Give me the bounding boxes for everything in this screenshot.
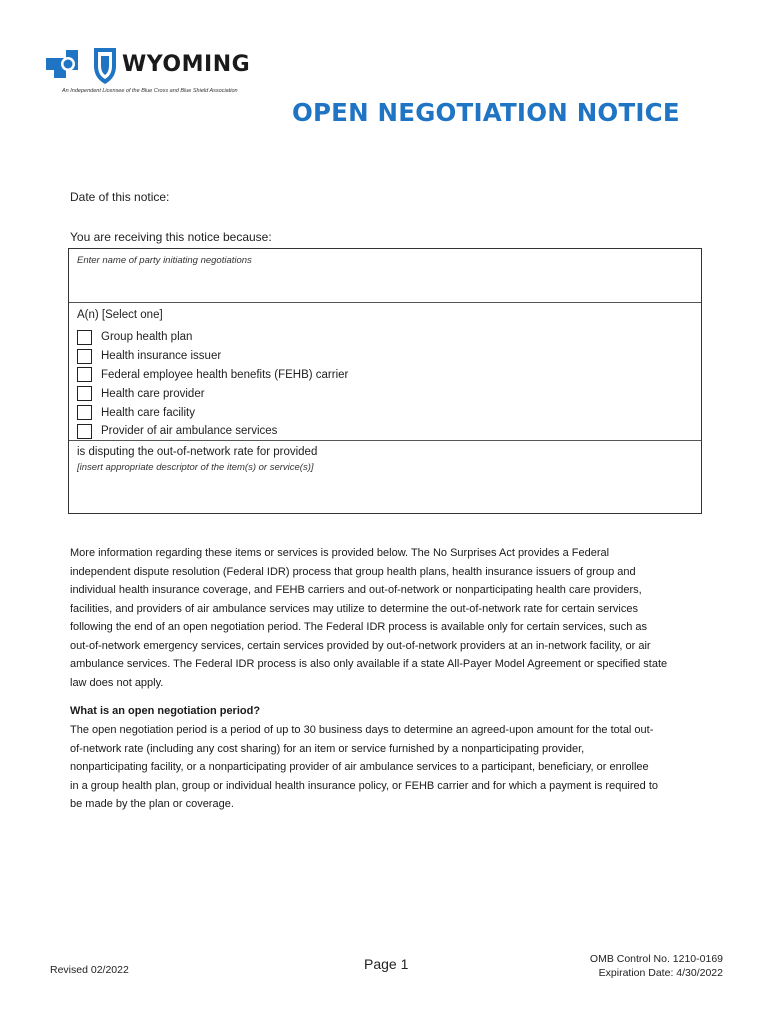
checkbox[interactable] bbox=[77, 386, 92, 401]
notice-form-box bbox=[68, 248, 702, 514]
page-number: Page 1 bbox=[364, 956, 409, 972]
option-air-ambulance-provider[interactable] bbox=[77, 422, 348, 441]
paragraph-line: facilities, and providers of air ambulance services may utilize to determine the out-of-network rate for certain services bbox=[70, 602, 638, 615]
option-label: Federal employee health benefits (FEHB) carrier bbox=[101, 368, 349, 381]
paragraph-line: independent dispute resolution (Federal IDR) process that group health plans, health insurance issuers of group and bbox=[70, 565, 636, 578]
definition-paragraph bbox=[70, 721, 700, 814]
reason-label: You are receiving this notice because: bbox=[70, 230, 272, 244]
info-paragraph bbox=[70, 544, 700, 692]
option-fehb-carrier[interactable] bbox=[77, 366, 348, 385]
disputing-hint: [insert appropriate descriptor of the item(s) or service(s)] bbox=[77, 462, 314, 473]
blue-cross-blue-shield-logo-icon bbox=[44, 44, 120, 86]
option-health-care-facility[interactable] bbox=[77, 403, 348, 422]
date-label: Date of this notice: bbox=[70, 190, 170, 204]
paragraph-line: out-of-network emergency services, certain services provided by out-of-network providers at an in-network facility, or air bbox=[70, 639, 651, 652]
option-health-insurance-issuer[interactable] bbox=[77, 347, 348, 366]
paragraph-line: nonparticipating facility, or a nonparticipating provider of air ambulance services to a participant, beneficiary, or enrollee bbox=[70, 761, 649, 773]
option-group-health-plan[interactable] bbox=[77, 328, 348, 347]
paragraph-line: following the end of an open negotiation period. The Federal IDR process is available only for certain services, such as bbox=[70, 621, 648, 633]
option-label: Health insurance issuer bbox=[101, 350, 222, 363]
paragraph-line: ambulance services. The Federal IDR process is also only available if a state All-Payer Model Agreement or specified state bbox=[70, 658, 668, 670]
option-label: Group health plan bbox=[101, 331, 193, 344]
paragraph-line: More information regarding these items or services is provided below. The No Surprises Act provides a Federal bbox=[70, 547, 610, 559]
expiration-date: Expiration Date: 4/30/2022 bbox=[598, 967, 723, 979]
disputing-text: is disputing the out-of-network rate for provided bbox=[77, 446, 318, 458]
party-name-hint: Enter name of party initiating negotiations bbox=[77, 255, 252, 266]
paragraph-line: law does not apply. bbox=[70, 676, 164, 689]
logo-wordmark: WYOMING bbox=[122, 52, 251, 77]
party-type-options bbox=[77, 328, 348, 441]
option-label: Health care facility bbox=[101, 406, 195, 419]
option-health-care-provider[interactable] bbox=[77, 384, 348, 403]
section-heading: What is an open negotiation period? bbox=[70, 705, 261, 717]
logo-tagline: An Independent Licensee of the Blue Cross and Blue Shield Association bbox=[62, 88, 238, 94]
revision-date: Revised 02/2022 bbox=[50, 964, 129, 976]
option-label: Health care provider bbox=[101, 387, 205, 400]
omb-control-number: OMB Control No. 1210-0169 bbox=[589, 953, 723, 965]
paragraph-line: in a group health plan, group or individual health insurance policy, or FEHB carrier and for which a payment is required to bbox=[70, 779, 659, 792]
paragraph-line: be made by the plan or coverage. bbox=[70, 798, 234, 810]
select-one-label: A(n) [Select one] bbox=[77, 309, 163, 321]
company-logo bbox=[44, 44, 251, 100]
checkbox[interactable] bbox=[77, 367, 92, 382]
page-title: OPEN NEGOTIATION NOTICE bbox=[292, 98, 680, 127]
checkbox[interactable] bbox=[77, 405, 92, 420]
party-name-field[interactable] bbox=[69, 249, 701, 303]
paragraph-line: of-network rate (including any cost sharing) for an item or service furnished by a nonparticipating provider, bbox=[70, 742, 585, 755]
checkbox[interactable] bbox=[77, 330, 92, 345]
omb-info bbox=[590, 952, 723, 980]
paragraph-line: individual health insurance coverage, and FEHB carriers and out-of-network or nonparticipating health care providers, bbox=[70, 584, 642, 596]
checkbox[interactable] bbox=[77, 349, 92, 364]
paragraph-line: The open negotiation period is a period of up to 30 business days to determine an agreed-upon amount for the total out- bbox=[70, 724, 654, 736]
option-label: Provider of air ambulance services bbox=[101, 425, 278, 438]
checkbox[interactable] bbox=[77, 424, 92, 439]
party-type-section bbox=[69, 303, 701, 441]
disputed-items-field[interactable] bbox=[69, 441, 701, 513]
